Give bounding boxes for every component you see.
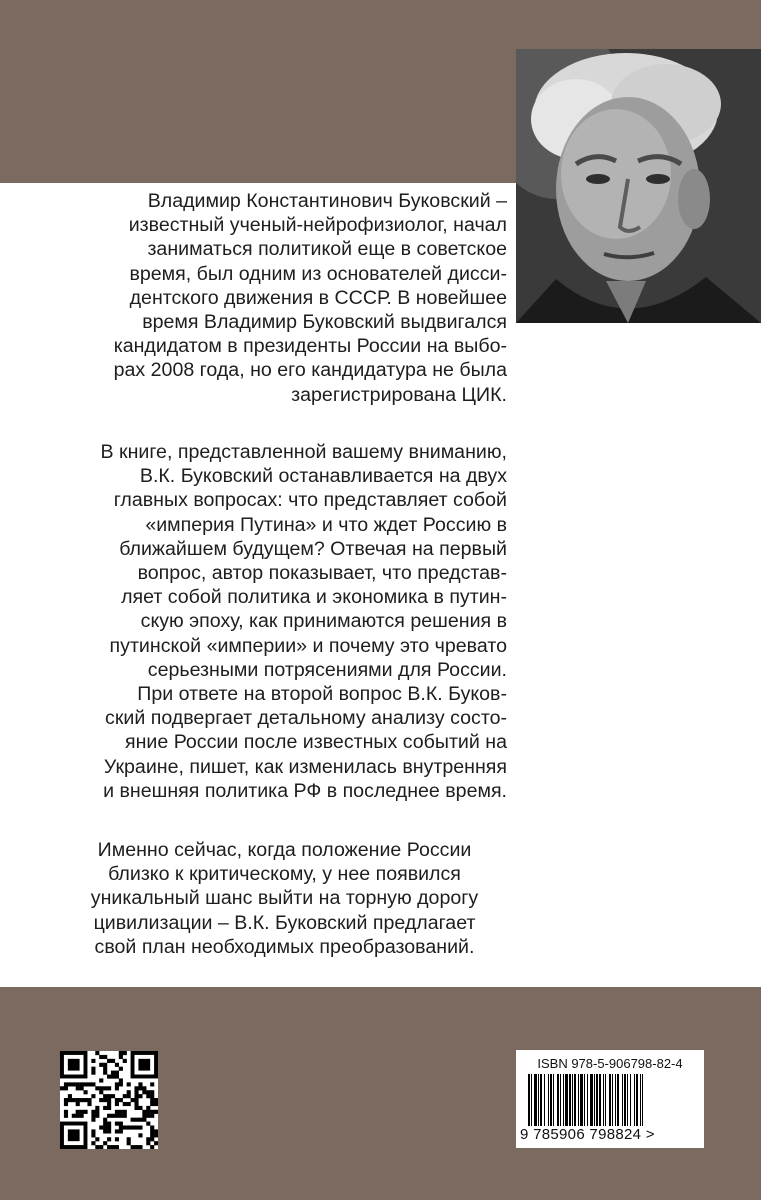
text-line: вопрос, автор показывает, что представ- <box>137 562 507 585</box>
conclusion-paragraph <box>62 838 507 959</box>
text-line: Владимир Константинович Буковский – <box>147 190 507 212</box>
isbn-number: ISBN 978-5-906798-82-4 <box>537 1056 683 1071</box>
text-line: При ответе на второй вопрос В.К. Буков- <box>137 683 507 706</box>
isbn-barcode <box>516 1050 704 1148</box>
text-line: рах 2008 года, но его кандидатура не была <box>113 359 507 382</box>
text-line: ский подвергает детальному анализу состо- <box>105 707 507 730</box>
text-line: заниматься политикой еще в советское <box>147 238 507 261</box>
text-line: Именно сейчас, когда положение России <box>97 839 472 861</box>
text-line: дентского движения в СССР. В новейшее <box>129 286 507 309</box>
text-line: яние России после известных событий на <box>124 731 507 754</box>
barcode-icon <box>528 1074 692 1126</box>
qr-code-icon <box>60 1051 158 1149</box>
text-line: и внешняя политика РФ в последнее время. <box>103 779 507 802</box>
text-line: Украине, пишет, как изменилась внутренняя <box>103 755 507 778</box>
text-line: время, был одним из основателей дисси- <box>129 262 507 285</box>
text-line: В книге, представленной вашему вниманию, <box>100 441 507 463</box>
text-line: главных вопросах: что представляет собой <box>113 489 507 512</box>
text-line: В.К. Буковский останавливается на двух <box>139 465 507 488</box>
text-line: уникальный шанс выйти на торную дорогу <box>90 887 479 910</box>
text-line: цивилизации – В.К. Буковский предлагает <box>93 911 476 934</box>
text-line: ляет собой политика и экономика в путин- <box>121 586 507 609</box>
text-line: кандидатом в президенты России на выбо- <box>113 335 507 358</box>
text-line: скую эпоху, как принимаются решения в <box>140 610 507 633</box>
text-line: «империя Путина» и что ждет Россию в <box>145 513 507 536</box>
text-line: ближайшем будущем? Отвечая на первый <box>119 537 507 560</box>
book-description-paragraph <box>62 440 507 803</box>
barcode-digits: 9 785906 798824 > <box>520 1126 655 1143</box>
author-portrait-icon <box>516 49 761 323</box>
text-line: время Владимир Буковский выдвигался <box>142 311 507 334</box>
text-line: близко к критическому, у нее появился <box>108 863 461 886</box>
biography-paragraph <box>62 189 507 407</box>
text-line: путинской «империи» и почему это чревато <box>109 634 507 657</box>
text-line: известный ученый-нейрофизиолог, начал <box>128 214 507 237</box>
text-line: зарегистрирована ЦИК. <box>291 383 507 406</box>
text-line: серьезными потрясениями для России. <box>147 658 507 681</box>
text-line: свой план необходимых преобразований. <box>94 935 475 958</box>
